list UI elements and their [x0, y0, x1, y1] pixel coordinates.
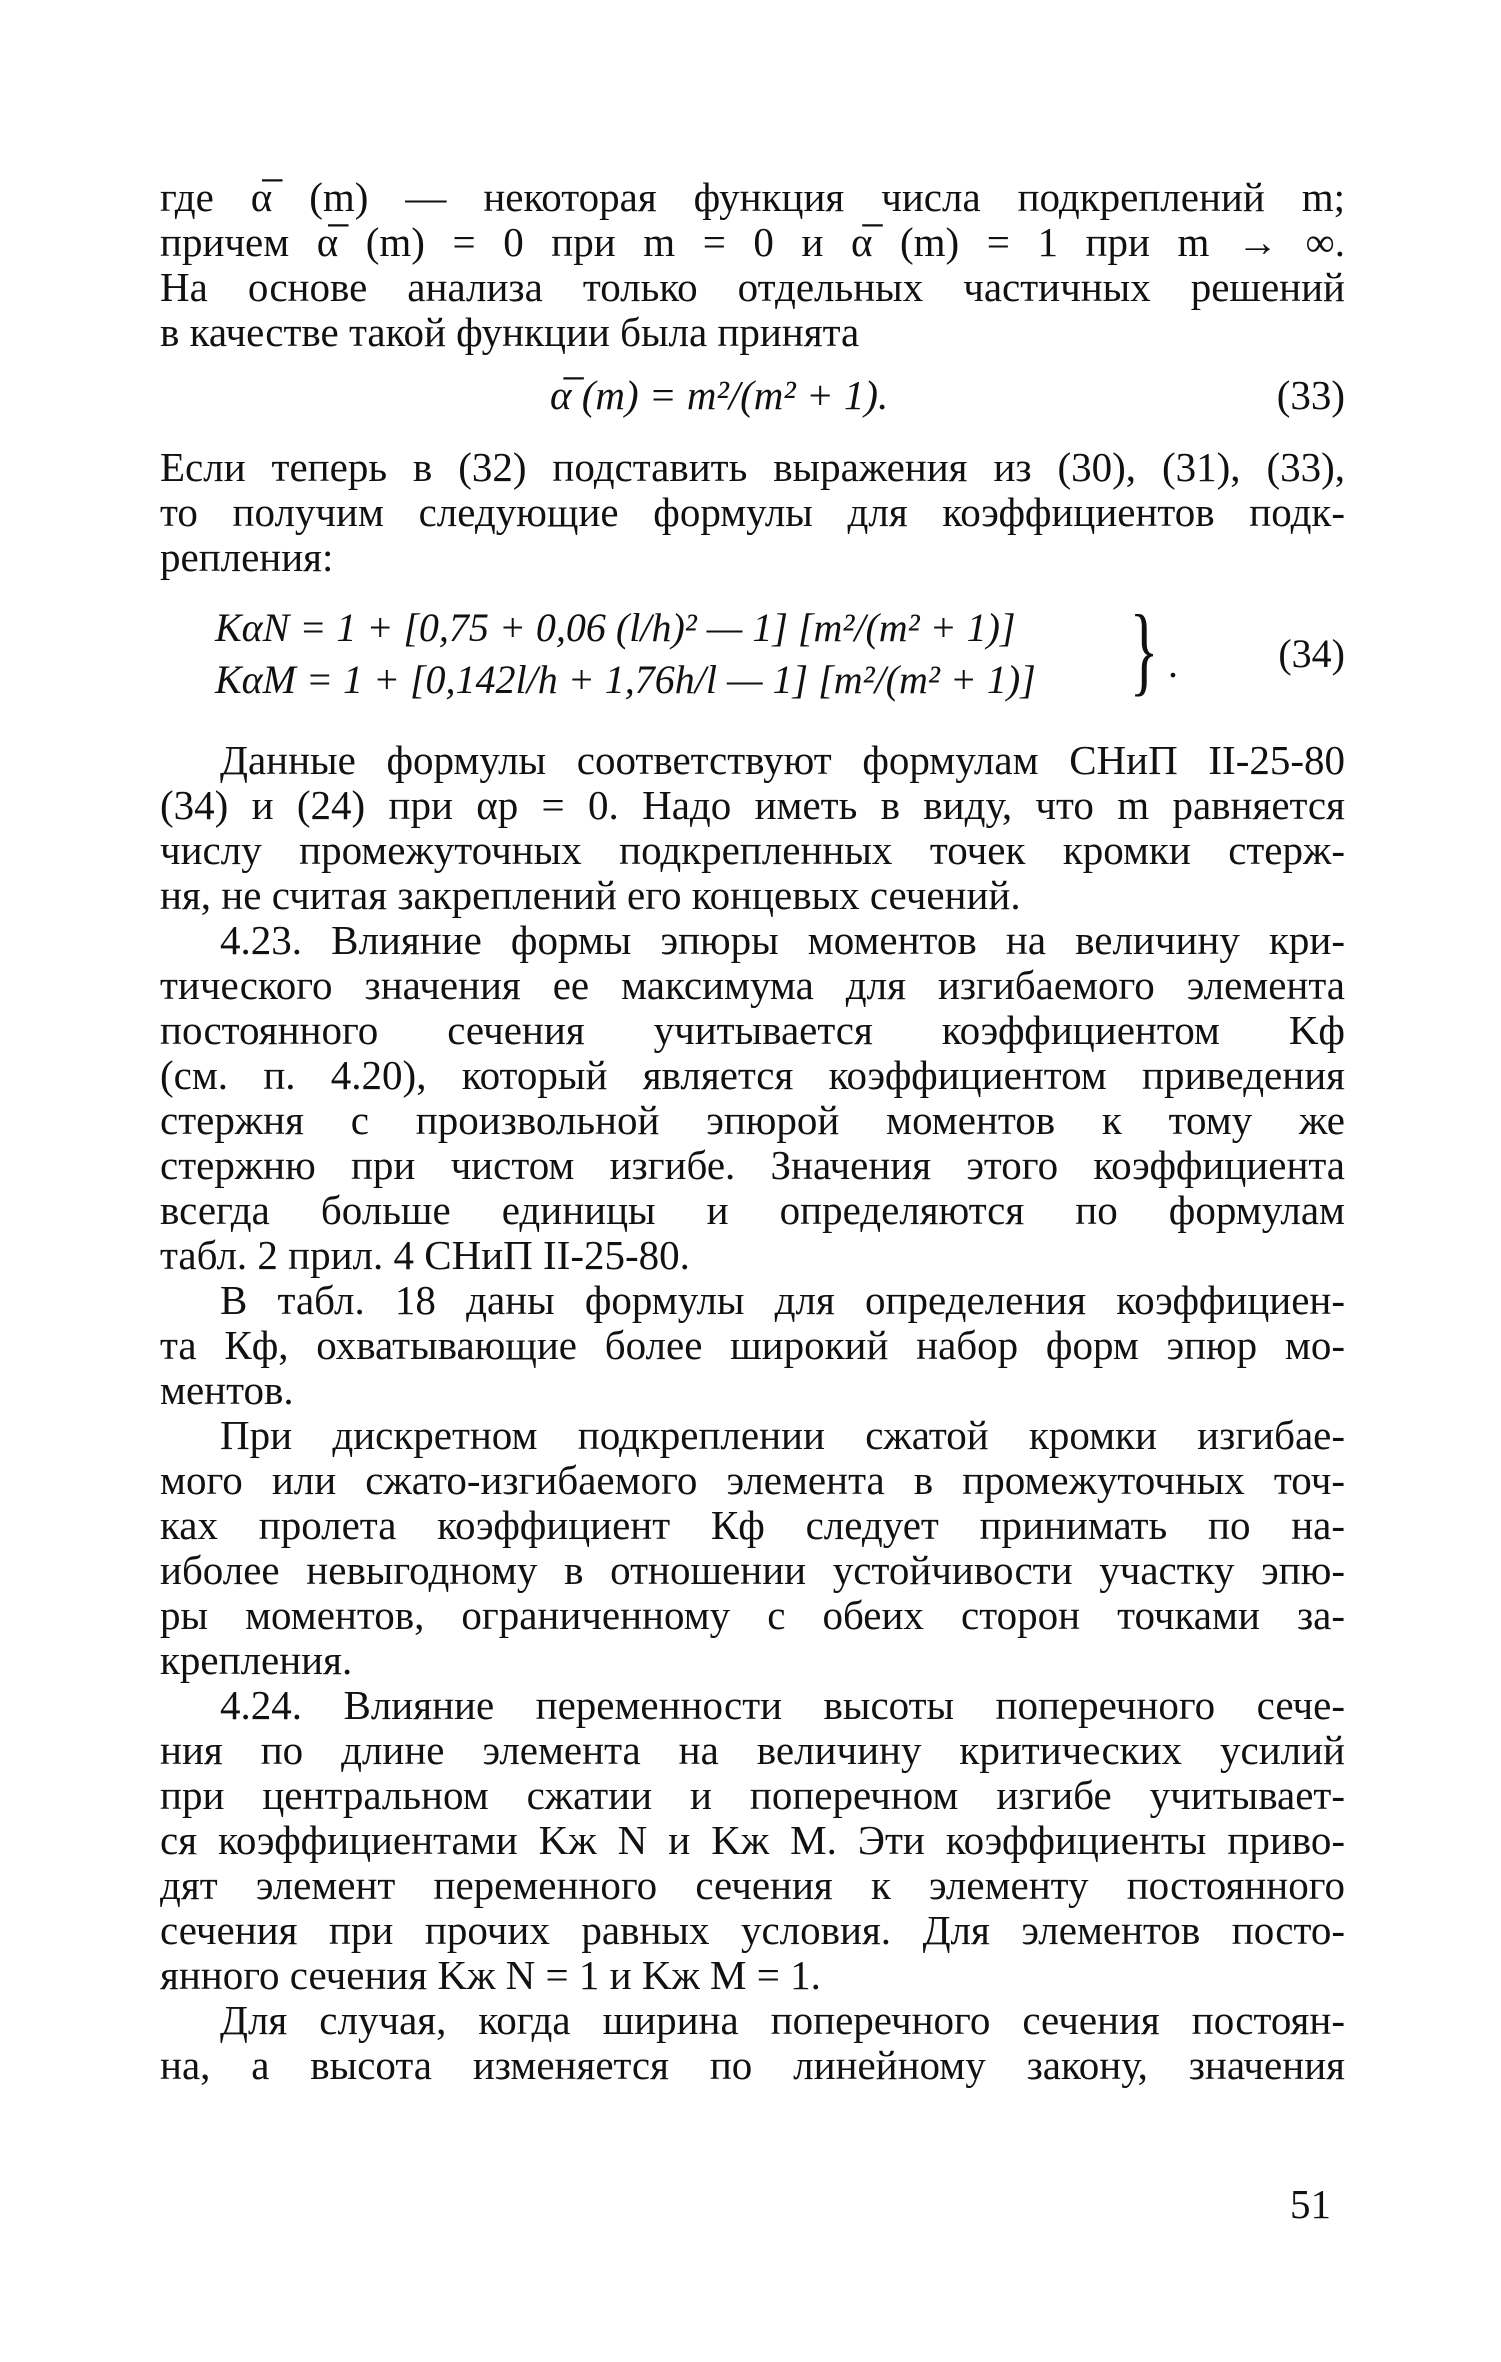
text-line: табл. 2 прил. 4 СНиП II-25-80. [160, 1232, 690, 1278]
text-line: репления: [160, 534, 334, 580]
text-line: ния по длине элемента на величину критических усилий [160, 1727, 1345, 1773]
text-line: где α̅ (m) — некоторая функция числа подкреплений m; [160, 174, 1345, 220]
paragraph-intro [160, 175, 1345, 355]
text-line: причем α̅ (m) = 0 при m = 0 и α̅ (m) = 1 при m → ∞. [160, 219, 1345, 265]
text-line: то получим следующие формулы для коэффициентов подк- [160, 489, 1345, 535]
paragraph-table-18 [160, 1278, 1345, 1413]
paragraph-linear-height [160, 1998, 1345, 2088]
text-line: ках пролета коэффициент Кф следует принимать по на- [160, 1502, 1345, 1548]
text-line: Если теперь в (32) подставить выражения из (30), (31), (33), [160, 444, 1345, 490]
text-line: тического значения ее максимума для изгибаемого элемента [160, 962, 1345, 1008]
formula-period: . [1168, 641, 1178, 686]
text-line: всегда больше единицы и определяются по формулам [160, 1187, 1345, 1233]
text-line: (см. п. 4.20), который является коэффициентом приведения [160, 1052, 1345, 1098]
formula-34 [160, 594, 1345, 720]
paragraph-4-24 [160, 1683, 1345, 1998]
formula-line-kan: KαN = 1 + [0,75 + 0,06 (l/h)² — 1] [m²/(m² + 1)] [215, 605, 1016, 650]
text-line: (34) и (24) при αp = 0. Надо иметь в виду, что m равняется [160, 782, 1345, 828]
text-line: крепления. [160, 1637, 353, 1683]
text-line: Данные формулы соответствуют формулам СНиП II-25-80 [220, 737, 1345, 783]
paragraph-4-23 [160, 918, 1345, 1278]
text-line: При дискретном подкреплении сжатой кромки изгибае- [220, 1412, 1345, 1458]
page-number: 51 [1290, 2181, 1331, 2227]
text-line: На основе анализа только отдельных частичных решений [160, 264, 1345, 310]
text-line: ня, не считая закреплений его концевых сечений. [160, 872, 1021, 918]
text-line: 4.24. Влияние переменности высоты поперечного сече- [220, 1682, 1345, 1728]
page-body [160, 175, 1345, 2088]
formula-line-kam: KαM = 1 + [0,142l/h + 1,76h/l — 1] [m²/(m² + 1)] [215, 657, 1036, 702]
paragraph-snip-note [160, 738, 1345, 918]
text-line: стержню при чистом изгибе. Значения этого коэффициента [160, 1142, 1345, 1188]
text-line: В табл. 18 даны формулы для определения коэффициен- [220, 1277, 1345, 1323]
text-line: ры моментов, ограниченному с обеих сторон точками за- [160, 1592, 1345, 1638]
formula-number: (34) [1278, 631, 1345, 676]
text-line: постоянного сечения учитывается коэффициентом Kф [160, 1007, 1345, 1053]
text-line: ся коэффициентами Kж N и Kж M. Эти коэффициенты приво- [160, 1817, 1345, 1863]
text-line: Для случая, когда ширина поперечного сечения постоян- [220, 1997, 1345, 2043]
text-line: иболее невыгодному в отношении устойчивости участку эпю- [160, 1547, 1345, 1593]
text-line: янного сечения Kж N = 1 и Kж M = 1. [160, 1952, 821, 1998]
text-line: та Кф, охватывающие более широкий набор форм эпюр мо- [160, 1322, 1345, 1368]
text-line: при центральном сжатии и поперечном изгибе учитывает- [160, 1772, 1345, 1818]
text-line: в качестве такой функции была принята [160, 309, 860, 355]
formula-33 [160, 361, 1345, 431]
paragraph-discrete-support [160, 1413, 1345, 1683]
formula-expression: α̅ (m) = m²/(m² + 1). [550, 372, 889, 418]
text-line: стержня с произвольной эпюрой моментов к тому же [160, 1097, 1345, 1143]
text-line: числу промежуточных подкрепленных точек кромки стерж- [160, 827, 1345, 873]
text-line: ментов. [160, 1367, 294, 1413]
formula-number: (33) [1276, 372, 1345, 418]
text-line: мого или сжато-изгибаемого элемента в промежуточных точ- [160, 1457, 1345, 1503]
paragraph-substitution [160, 445, 1345, 580]
text-line: на, а высота изменяется по линейному закону, значения [160, 2042, 1345, 2088]
text-line: сечения при прочих равных условия. Для элементов посто- [160, 1907, 1345, 1953]
right-brace: } [1129, 594, 1159, 705]
text-line: дят элемент переменного сечения к элементу постоянного [160, 1862, 1345, 1908]
text-line: 4.23. Влияние формы эпюры моментов на величину кри- [220, 917, 1345, 963]
